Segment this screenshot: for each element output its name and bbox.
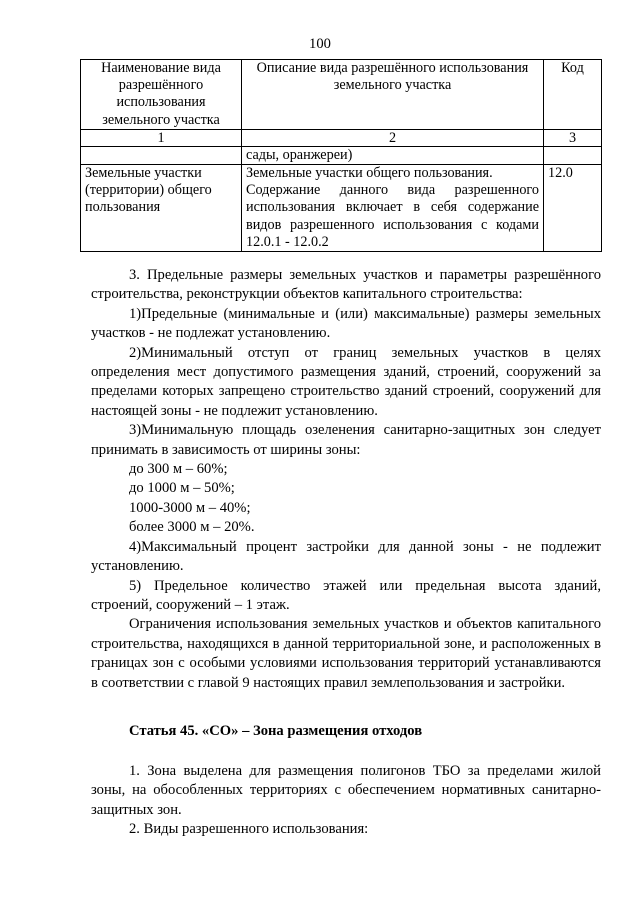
description-line1: Земельные участки общего пользования. [246,165,493,182]
continuation-code-cell [544,146,602,164]
land-use-description [242,165,544,252]
land-use-table [80,59,602,252]
column-number-1: 1 [81,129,242,146]
paragraph-3-2: 2)Минимальный отступ от границ земельных участков в целях определения мест допустимого размещения зданий, строений, сооружений за пределами которых запрещено строительство зданий строений, сооружений для настоящей зоны - не подлежит установлению. [91,344,601,419]
header-name: Наименование вида разрешённого использования земельного участка [81,60,242,130]
description-rest: Содержание данного вида разрешенного использования включает в себя содержание видов разрешенного использования с кодами 12.0.1 - 12.0.2 [246,182,539,250]
land-use-code: 12.0 [544,165,602,252]
list-item: до 300 м – 60%; [129,461,228,478]
column-number-3: 3 [544,129,602,146]
table-header-row [81,60,602,130]
column-number-2: 2 [242,129,544,146]
table-row [81,165,602,252]
article-text [91,762,601,840]
paragraph-3: 3. Предельные размеры земельных участков и параметры разрешённого строительства, реконструкции объектов капитального строительства: [91,267,601,303]
page-number: 100 [309,36,331,52]
article-heading: Статья 45. «СО» – Зона размещения отходов [129,723,423,739]
article-paragraph-1: 1. Зона выделена для размещения полигонов ТБО за пределами жилой зоны, на обособленных территориях с обеспечением нормативных санитарно-защитных зон. [91,763,601,818]
list-item: до 1000 м – 50%; [129,480,235,497]
paragraph-3-3: 3)Минимальную площадь озеленения санитарно-защитных зон следует принимать в зависимость от ширины зоны: [91,422,601,458]
header-code: Код [544,60,602,130]
list-item: 1000-3000 м – 40%; [129,499,251,516]
table-number-row [81,129,602,146]
land-use-name: Земельные участки (территории) общего пользования [81,165,242,252]
body-text [91,266,601,693]
article-paragraph-2: 2. Виды разрешенного использования: [129,821,369,838]
paragraph-restrictions: Ограничения использования земельных участков и объектов капитального строительства, находящихся в данной территориальной зоне, и расположенных в границах зон с особыми условиями использования территорий устанавливаются в соответствии с главой 9 настоящих правил землепользования и застройки. [91,616,601,691]
paragraph-3-5: 5) Предельное количество этажей или предельная высота зданий, строений, сооружений – 1 этаж. [91,577,601,613]
continuation-cell: сады, оранжереи) [242,146,544,164]
list-item: более 3000 м – 20%. [129,519,255,536]
continuation-empty-cell [81,146,242,164]
paragraph-3-4: 4)Максимальный процент застройки для данной зоны - не подлежит установлению. [91,538,601,575]
header-description: Описание вида разрешённого использования земельного участка [242,60,544,130]
paragraph-3-1: 1)Предельные (минимальные и (или) максимальные) размеры земельных участков - не подлежат установлению. [91,305,601,342]
table-row [81,146,602,164]
